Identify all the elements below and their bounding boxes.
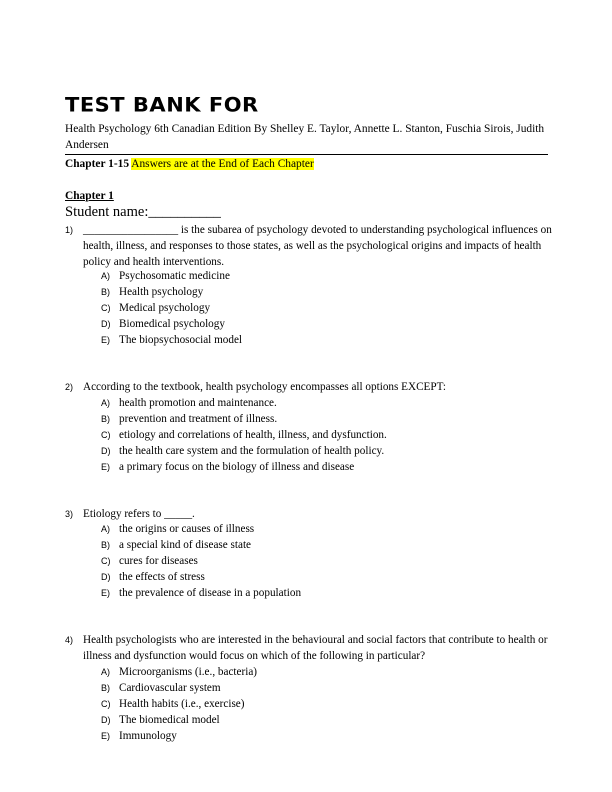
- option-a: [0, 664, 612, 680]
- option-text: the effects of stress: [119, 571, 205, 583]
- chapters-line: [65, 156, 314, 172]
- option-c: [0, 427, 612, 443]
- option-letter: D): [101, 572, 111, 582]
- student-name-field: Student name:__________: [65, 204, 221, 220]
- option-letter: B): [101, 540, 110, 550]
- option-letter: A): [101, 524, 110, 534]
- option-c: [0, 553, 612, 569]
- option-c: [0, 300, 612, 316]
- option-d: [0, 569, 612, 585]
- option-text: health promotion and maintenance.: [119, 397, 277, 409]
- option-e: [0, 585, 612, 601]
- option-b: [0, 284, 612, 300]
- question-text: Etiology refers to _____.: [83, 508, 195, 520]
- book-subtitle: Health Psychology 6th Canadian Edition By Shelley E. Taylor, Annette L. Stanton, Fuschia Sirois, Judith Andersen: [65, 123, 545, 151]
- option-text: Microorganisms (i.e., bacteria): [119, 666, 258, 678]
- option-letter: E): [101, 588, 110, 598]
- option-letter: A): [101, 398, 110, 408]
- option-d: [0, 712, 612, 728]
- option-text: Psychosomatic medicine: [119, 270, 230, 282]
- question-number: 3): [65, 509, 74, 519]
- option-a: [0, 268, 612, 284]
- option-letter: C): [101, 556, 111, 566]
- option-e: [0, 728, 612, 744]
- question-number: 1): [65, 225, 74, 235]
- question-text: _________________ is the subarea of psychology devoted to understanding psychological influences on health, illness, and responses to those states, as well as the psychological origins and impacts of health policy and health interventions.: [83, 224, 552, 268]
- option-letter: A): [101, 667, 110, 677]
- option-text: a special kind of disease state: [119, 539, 252, 551]
- option-letter: C): [101, 430, 111, 440]
- option-e: [0, 332, 612, 348]
- option-d: [0, 316, 612, 332]
- option-text: a primary focus on the biology of illness and disease: [119, 461, 355, 473]
- option-text: the health care system and the formulation of health policy.: [119, 445, 385, 457]
- option-letter: E): [101, 731, 110, 741]
- option-letter: E): [101, 462, 110, 472]
- option-letter: B): [101, 287, 110, 297]
- option-b: [0, 680, 612, 696]
- option-letter: D): [101, 319, 111, 329]
- option-letter: D): [101, 446, 111, 456]
- option-text: prevention and treatment of illness.: [119, 413, 278, 425]
- document-title: TEST BANK FOR: [65, 94, 259, 117]
- option-a: [0, 521, 612, 537]
- chapter-heading: Chapter 1: [65, 190, 114, 202]
- option-text: The biomedical model: [119, 714, 220, 726]
- option-text: cures for diseases: [119, 555, 198, 567]
- option-letter: C): [101, 303, 111, 313]
- question-text: Health psychologists who are interested in the behavioural and social factors that contribute to health or illness and dysfunction would focus on which of the following in particular?: [83, 634, 548, 662]
- option-text: Health habits (i.e., exercise): [119, 698, 245, 710]
- option-e: [0, 459, 612, 475]
- option-a: [0, 395, 612, 411]
- option-letter: D): [101, 715, 111, 725]
- answers-note-highlight: Answers are at the End of Each Chapter: [131, 158, 314, 170]
- option-text: the origins or causes of illness: [119, 523, 255, 535]
- question-number: 2): [65, 382, 74, 392]
- option-b: [0, 411, 612, 427]
- chapters-range: Chapter 1-15: [65, 158, 130, 170]
- option-b: [0, 537, 612, 553]
- question-number: 4): [65, 635, 74, 645]
- option-text: Cardiovascular system: [119, 682, 221, 694]
- option-text: Medical psychology: [119, 302, 211, 314]
- option-d: [0, 443, 612, 459]
- option-letter: C): [101, 699, 111, 709]
- horizontal-rule: [65, 154, 548, 155]
- option-c: [0, 696, 612, 712]
- option-letter: B): [101, 683, 110, 693]
- option-text: etiology and correlations of health, illness, and dysfunction.: [119, 429, 387, 441]
- option-letter: B): [101, 414, 110, 424]
- option-letter: A): [101, 271, 110, 281]
- option-text: Immunology: [119, 730, 177, 742]
- option-text: Biomedical psychology: [119, 318, 225, 330]
- option-text: Health psychology: [119, 286, 204, 298]
- question-text: According to the textbook, health psychology encompasses all options EXCEPT:: [83, 381, 446, 393]
- option-letter: E): [101, 335, 110, 345]
- option-text: The biopsychosocial model: [119, 334, 243, 346]
- option-text: the prevalence of disease in a population: [119, 587, 302, 599]
